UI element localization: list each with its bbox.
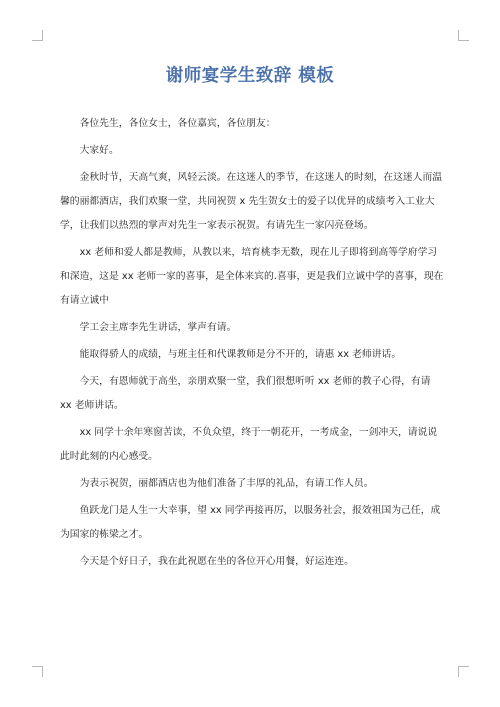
paragraph-union-chair: 学工会主席李先生讲话，掌声有请。 <box>79 322 237 333</box>
paragraph-greeting: 各位先生，各位女士，各位嘉宾，各位朋友： <box>79 118 276 129</box>
crop-mark-top-left <box>32 30 43 41</box>
paragraph-hello: 大家好。 <box>79 145 119 156</box>
paragraph-closing: 今天是个好日子，我在此祝愿在坐的各位开心用餐，好运连连。 <box>79 556 354 567</box>
crop-mark-bottom-right <box>458 666 469 677</box>
crop-mark-top-right <box>458 30 469 41</box>
paragraph-wishes: 鱼跃龙门是人生一大幸事，望 xx 同学再接再厉，以服务社会，报效祖国为己任，成为国家的栋梁之才。 <box>60 505 441 540</box>
document-title: 谢师宴学生致辞 模板 <box>165 66 335 86</box>
document-body <box>60 112 445 577</box>
crop-mark-bottom-left <box>32 666 43 677</box>
paragraph-opening: 金秋时节，天高气爽，风轻云淡。在这迷人的季节，在这迷人的时刻，在这迷人而温馨的丽都酒店，我们欢聚一堂，共同祝贺 x 先生贺女士的爱子以优异的成绩考入工业大学，让我们以热烈的掌声对先生一家表示祝贺。有请先生一家闪亮登场。 <box>60 172 443 231</box>
paragraph-achievement: 能取得骄人的成绩，与班主任和代课教师是分不开的，请惠 xx 老师讲话。 <box>79 349 402 360</box>
paragraph-teachers: xx 老师和爱人都是教师，从教以来，培育桃李无数，现在儿子即将到高等学府学习和深造，这是 xx 老师一家的喜事，是全体来宾的.喜事，更是我们立诚中学的喜事，现在有请立诚中 <box>60 247 444 306</box>
paragraph-gifts: 为表示祝贺，丽都酒店也为他们准备了丰厚的礼品，有请工作人员。 <box>79 478 374 489</box>
paragraph-student: xx 同学十余年寒窗苦读，不负众望，终于一朝花开，一考成金，一剑冲天，请说说此时此刻的内心感受。 <box>60 427 438 462</box>
paragraph-mentor: 今天，有恩师就于高坐，亲朋欢聚一堂，我们很想听听 xx 老师的教子心得，有请 xx 老师讲话。 <box>60 376 431 411</box>
